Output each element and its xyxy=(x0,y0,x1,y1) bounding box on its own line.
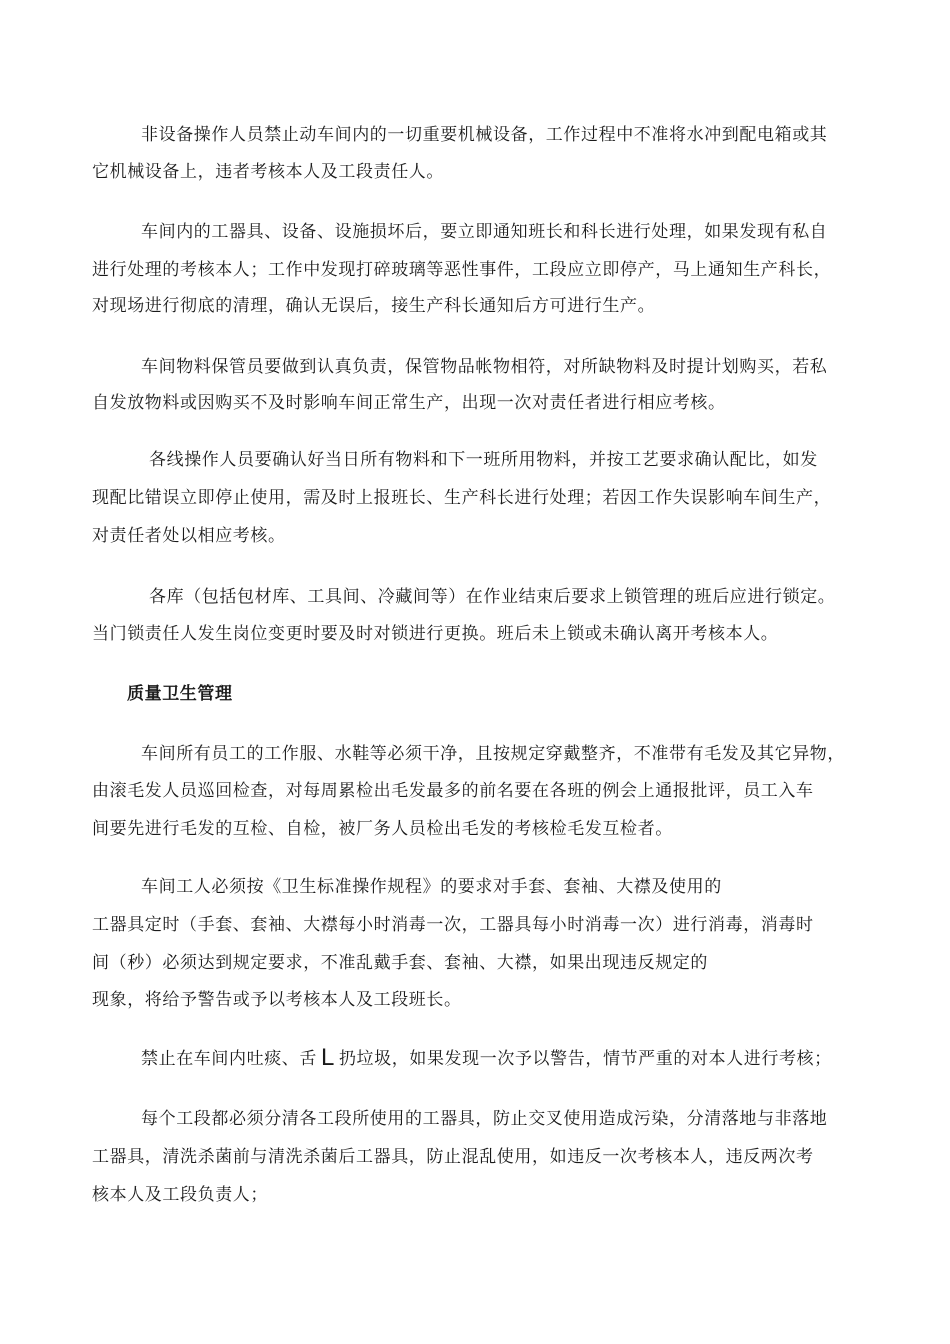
paragraph-1-line-1: 非设备操作人员禁止动车间内的一切重要机械设备，工作过程中不准将水冲到配电箱或其 xyxy=(141,125,828,145)
quality-paragraph-2-line-2: 工器具定时（手套、套袖、大襟每小时消毒一次，工器具每小时消毒一次）进行消毒，消毒时 xyxy=(92,915,814,935)
quality-paragraph-1-line-2: 由滚毛发人员巡回检查，对每周累检出毛发最多的前名要在各班的例会上通报批评，员工入车 xyxy=(92,781,814,801)
paragraph-5-line-1: 各库（包括包材库、工具间、冷藏间等）在作业结束后要求上锁管理的班后应进行锁定。 xyxy=(149,587,836,607)
quality-paragraph-1-line-3: 间要先进行毛发的互检、自检，被厂务人员检出毛发的考核检毛发互检者。 xyxy=(92,819,673,839)
paragraph-2-line-3: 对现场进行彻底的清理，确认无误后，接生产科长通知后方可进行生产。 xyxy=(92,296,656,316)
paragraph-1-line-2: 它机械设备上，违者考核本人及工段责任人。 xyxy=(92,162,444,182)
quality-paragraph-3-line-1 xyxy=(141,1044,832,1071)
quality-paragraph-3-text-before: 禁止在车间内吐痰、舌 xyxy=(141,1049,317,1069)
quality-paragraph-4-line-2: 工器具，清洗杀菌前与清洗杀菌后工器具，防止混乱使用，如违反一次考核本人，违反两次考 xyxy=(92,1147,814,1167)
paragraph-4-line-2: 现配比错误立即停止使用，需及时上报班长、生产科长进行处理；若因工作失误影响车间生产， xyxy=(92,488,832,508)
paragraph-4-line-3: 对责任者处以相应考核。 xyxy=(92,526,286,546)
quality-paragraph-2-line-1: 车间工人必须按《卫生标准操作规程》的要求对手套、套袖、大襟及使用的 xyxy=(141,877,722,897)
paragraph-5-line-2: 当门锁责任人发生岗位变更时要及时对锁进行更换。班后未上锁或未确认离开考核本人。 xyxy=(92,624,779,644)
paragraph-2-line-1: 车间内的工器具、设备、设施损坏后，要立即通知班长和科长进行处理，如果发现有私自 xyxy=(141,222,828,242)
quality-paragraph-3-text-after: 扔垃圾，如果发现一次予以警告，情节严重的对本人进行考核； xyxy=(338,1049,832,1069)
paragraph-2-line-2: 进行处理的考核本人；工作中发现打碎玻璃等恶性事件，工段应立即停产，马上通知生产科长， xyxy=(92,260,832,280)
large-l-glyph: L xyxy=(321,1044,335,1071)
quality-paragraph-1-line-1: 车间所有员工的工作服、水鞋等必须干净，且按规定穿戴整齐，不准带有毛发及其它异物， xyxy=(141,744,845,764)
paragraph-3-line-1: 车间物料保管员要做到认真负责，保管物品帐物相符，对所缺物料及时提计划购买，若私 xyxy=(141,357,828,377)
paragraph-3-line-2: 自发放物料或因购买不及时影响车间正常生产，出现一次对责任者进行相应考核。 xyxy=(92,393,726,413)
quality-paragraph-4-line-3: 核本人及工段负责人； xyxy=(92,1185,268,1205)
quality-paragraph-2-line-3: 间（秒）必须达到规定要求，不准乱戴手套、套袖、大襟，如果出现违反规定的 xyxy=(92,953,708,973)
quality-paragraph-2-line-4: 现象，将给予警告或予以考核本人及工段班长。 xyxy=(92,990,462,1010)
quality-paragraph-4-line-1: 每个工段都必须分清各工段所使用的工器具，防止交叉使用造成污染，分清落地与非落地 xyxy=(141,1109,828,1129)
section-heading: 质量卫生管理 xyxy=(127,684,233,704)
paragraph-4-line-1: 各线操作人员要确认好当日所有物料和下一班所用物料，并按工艺要求确认配比，如发 xyxy=(149,450,818,470)
